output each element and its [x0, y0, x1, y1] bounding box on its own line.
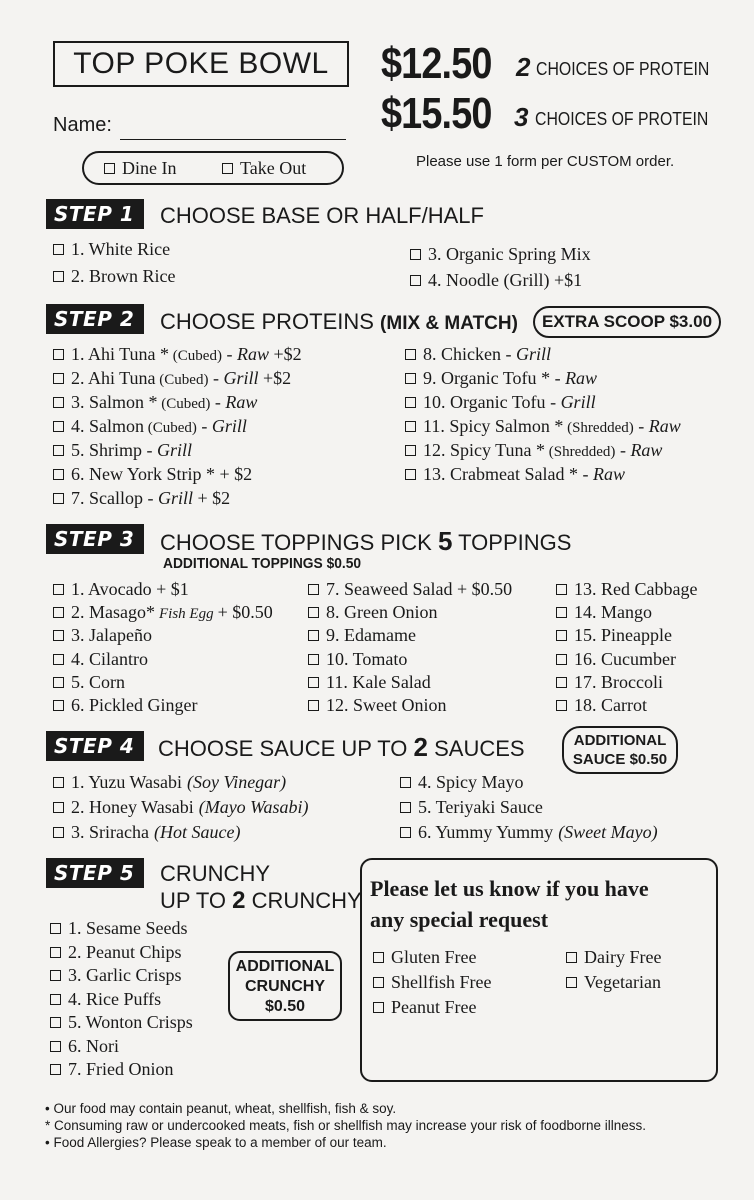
protein-option[interactable]: [53, 463, 252, 488]
protein-preparation: Raw: [630, 440, 663, 460]
protein-name: 13. Crabmeat Salad: [423, 464, 565, 484]
step-3-subheading: ADDITIONAL TOPPINGS $0.50: [163, 555, 362, 572]
topping-option[interactable]: [556, 624, 672, 647]
topping-option[interactable]: [308, 694, 447, 717]
step-3-heading-text: CHOOSE TOPPINGS PICK: [160, 530, 432, 555]
topping-label: 10. Tomato: [326, 648, 408, 669]
protein-preparation: Raw: [225, 392, 258, 412]
protein-name: 11. Spicy Salmon: [423, 416, 550, 436]
checkbox-icon[interactable]: [50, 970, 61, 981]
protein-raw-mark: *: [144, 392, 158, 412]
topping-label: 6. Pickled Ginger: [71, 695, 198, 715]
sauce-name: 3. Sriracha: [71, 822, 149, 842]
protein-separator: -: [208, 368, 224, 388]
topping-label: 17. Broccoli: [574, 671, 663, 692]
name-field[interactable]: [120, 139, 346, 140]
dietary-option-label: Vegetarian: [584, 972, 661, 992]
price-two-proteins: $12.50: [381, 39, 492, 88]
crunchy-label: 6. Nori: [68, 1035, 119, 1056]
crunchy-option[interactable]: [50, 988, 161, 1011]
sauce-detail: (Soy Vinegar): [187, 772, 287, 792]
order-type-box: [82, 151, 344, 185]
checkbox-icon[interactable]: [556, 677, 567, 688]
checkbox-icon[interactable]: [53, 654, 64, 665]
sauce-name: 5. Teriyaki Sauce: [418, 797, 543, 817]
sauce-option[interactable]: [53, 796, 309, 819]
checkbox-icon[interactable]: [53, 677, 64, 688]
take-out-option[interactable]: [222, 158, 306, 179]
checkbox-icon[interactable]: [405, 373, 416, 384]
step-4-heading-count: 2: [413, 732, 428, 762]
topping-label: 11. Kale Salad: [326, 671, 431, 692]
checkbox-icon[interactable]: [222, 163, 233, 174]
checkbox-icon[interactable]: [556, 700, 567, 711]
step-5-sub-text: UP TO: [160, 888, 227, 913]
base-option[interactable]: [53, 238, 170, 261]
footer-note: • Food Allergies? Please speak to a member of our team.: [45, 1135, 387, 1150]
checkbox-icon[interactable]: [308, 630, 319, 641]
protein-name: 7. Scallop: [71, 488, 143, 508]
protein-separator: -: [210, 392, 226, 412]
protein-raw-mark: *: [201, 464, 216, 484]
additional-crunchy-line3: $0.50: [264, 998, 306, 1015]
protein-preparation: Raw: [565, 368, 598, 388]
footer-note: * Consuming raw or undercooked meats, fish or shellfish may increase your risk of foodborne illness.: [45, 1118, 647, 1133]
protein-detail: (Cubed): [169, 348, 222, 364]
topping-label: 9. Edamame: [326, 625, 416, 646]
special-request-title: [370, 873, 649, 935]
sauce-option[interactable]: [400, 796, 548, 819]
additional-crunchy-line1: ADDITIONAL: [235, 958, 335, 975]
topping-label: 1. Avocado + $1: [71, 579, 189, 599]
topping-option[interactable]: [308, 671, 431, 694]
dietary-option-label: Gluten Free: [391, 947, 477, 967]
crunchy-option[interactable]: [50, 1035, 119, 1058]
checkbox-icon[interactable]: [50, 1064, 61, 1075]
topping-price: + $0.50: [217, 602, 273, 623]
checkbox-icon[interactable]: [410, 275, 421, 286]
checkbox-icon[interactable]: [53, 373, 64, 384]
step-4-heading-text: CHOOSE SAUCE UP TO: [158, 736, 408, 761]
protein-preparation: Raw: [236, 344, 269, 364]
protein-name: 9. Organic Tofu: [423, 368, 537, 388]
protein-name: 5. Shrimp: [71, 440, 143, 460]
additional-sauce-badge: [562, 726, 678, 774]
additional-crunchy-line2: CRUNCHY: [245, 978, 325, 995]
base-option-label: 2. Brown Rice: [71, 266, 176, 286]
topping-option[interactable]: [556, 671, 663, 694]
protein-option[interactable]: [405, 343, 551, 368]
topping-label: 14. Mango: [574, 602, 652, 623]
checkbox-icon[interactable]: [410, 249, 421, 260]
protein-option[interactable]: [405, 367, 597, 392]
checkbox-icon[interactable]: [53, 397, 64, 408]
dietary-option[interactable]: [373, 946, 476, 969]
crunchy-label: 7. Fried Onion: [68, 1059, 174, 1079]
checkbox-icon[interactable]: [308, 700, 319, 711]
checkbox-icon[interactable]: [373, 977, 384, 988]
additional-crunchy-badge: [228, 951, 342, 1021]
protein-name: 12. Spicy Tuna: [423, 440, 532, 460]
dietary-option-label: Peanut Free: [391, 997, 477, 1017]
protein-separator: -: [501, 344, 516, 364]
step-5-sub-tail: CRUNCHY: [251, 888, 362, 913]
topping-label: 18. Carrot: [574, 695, 647, 715]
step-3-heading: [160, 528, 571, 556]
topping-label: 16. Cucumber: [574, 648, 676, 669]
price-two-count: 2: [516, 52, 531, 82]
checkbox-icon[interactable]: [53, 349, 64, 360]
protein-detail: (Cubed): [155, 372, 209, 388]
step-5-badge: STEP 5: [46, 858, 144, 888]
checkbox-icon[interactable]: [556, 654, 567, 665]
protein-detail: (Cubed): [144, 420, 197, 436]
protein-option[interactable]: [53, 367, 291, 392]
protein-preparation: Grill: [560, 392, 596, 412]
crunchy-option[interactable]: [50, 1058, 174, 1081]
topping-label: 13. Red Cabbage: [574, 579, 698, 599]
topping-option[interactable]: [556, 578, 697, 601]
checkbox-icon[interactable]: [104, 163, 115, 174]
protein-option[interactable]: [53, 391, 257, 416]
protein-raw-mark: *: [531, 440, 546, 460]
protein-separator: -: [221, 344, 237, 364]
protein-raw-mark: *: [549, 416, 564, 436]
protein-raw-mark: *: [155, 344, 170, 364]
special-title-line1: Please let us know if you have: [370, 876, 649, 901]
price-three-proteins: $15.50: [381, 89, 492, 138]
step-5-heading: CRUNCHY: [160, 861, 270, 886]
step-1-heading: CHOOSE BASE OR HALF/HALF: [160, 203, 484, 228]
checkbox-icon[interactable]: [53, 493, 64, 504]
protein-option[interactable]: [53, 415, 247, 440]
step-1-badge: STEP 1: [46, 199, 144, 229]
dietary-option[interactable]: [566, 971, 661, 994]
protein-detail: (Shredded): [545, 444, 616, 460]
protein-price: + $2: [215, 464, 253, 484]
topping-option[interactable]: [308, 601, 437, 624]
protein-separator: -: [545, 392, 561, 412]
checkbox-icon[interactable]: [53, 469, 64, 480]
step-5-subheading: [160, 888, 362, 914]
checkbox-icon[interactable]: [308, 677, 319, 688]
take-out-label: Take Out: [240, 158, 307, 178]
protein-name: 3. Salmon: [71, 392, 145, 412]
sauce-option[interactable]: [400, 821, 658, 844]
protein-preparation: Grill: [211, 416, 247, 436]
protein-separator: -: [142, 440, 158, 460]
topping-option[interactable]: [556, 648, 676, 671]
sauce-option[interactable]: [53, 821, 240, 844]
protein-preparation: Grill: [157, 440, 193, 460]
sauce-name: 4. Spicy Mayo: [418, 772, 524, 792]
additional-sauce-line2: SAUCE $0.50: [572, 751, 668, 768]
crunchy-label: 1. Sesame Seeds: [68, 918, 188, 938]
checkbox-icon[interactable]: [556, 607, 567, 618]
base-option-label: 1. White Rice: [71, 239, 171, 259]
topping-label: 15. Pineapple: [574, 625, 672, 646]
special-title-line2: any special request: [370, 907, 549, 932]
protein-option[interactable]: [405, 439, 662, 464]
protein-separator: -: [196, 416, 212, 436]
checkbox-icon[interactable]: [308, 607, 319, 618]
checkbox-icon[interactable]: [556, 584, 567, 595]
topping-option[interactable]: [556, 694, 647, 717]
crunchy-label: 2. Peanut Chips: [68, 941, 182, 962]
protein-preparation: Raw: [592, 464, 625, 484]
protein-detail: (Shredded): [563, 420, 634, 436]
price-two-label: CHOICES OF PROTEIN: [536, 59, 710, 79]
protein-name: 4. Salmon: [71, 416, 145, 436]
checkbox-icon[interactable]: [53, 827, 64, 838]
topping-option[interactable]: [53, 578, 189, 601]
protein-preparation: Grill: [223, 368, 259, 388]
step-4-heading-tail: SAUCES: [434, 736, 525, 761]
topping-label: 12. Sweet Onion: [326, 695, 447, 715]
checkbox-icon[interactable]: [53, 584, 64, 595]
step-3-badge: STEP 3: [46, 524, 144, 554]
price-three-count: 3: [514, 102, 529, 132]
topping-label: 3. Jalapeño: [71, 625, 152, 646]
base-option-label: 4. Noodle (Grill) +$1: [428, 270, 583, 290]
protein-name: 1. Ahi Tuna: [71, 344, 156, 364]
crunchy-option[interactable]: [50, 917, 187, 940]
topping-option[interactable]: [308, 578, 512, 601]
sauce-name: 2. Honey Wasabi: [71, 797, 194, 817]
topping-label: 2. Masago*: [71, 602, 155, 623]
sauce-option[interactable]: [400, 771, 529, 794]
topping-option[interactable]: [53, 671, 125, 694]
topping-option[interactable]: [53, 624, 152, 647]
sauce-name: 6. Yummy Yummy: [418, 822, 554, 842]
checkbox-icon[interactable]: [400, 802, 411, 813]
extra-scoop-badge: EXTRA SCOOP $3.00: [533, 306, 721, 338]
dietary-option-label: Dairy Free: [584, 947, 662, 967]
base-option[interactable]: [410, 269, 582, 292]
step-3-heading-tail: TOPPINGS: [458, 530, 572, 555]
footer-note: • Our food may contain peanut, wheat, shellfish, fish & soy.: [45, 1101, 397, 1116]
checkbox-icon[interactable]: [308, 654, 319, 665]
topping-label: 8. Green Onion: [326, 602, 438, 623]
checkbox-icon[interactable]: [566, 977, 577, 988]
checkbox-icon[interactable]: [400, 827, 411, 838]
checkbox-icon[interactable]: [53, 445, 64, 456]
checkbox-icon[interactable]: [50, 923, 61, 934]
protein-separator: -: [577, 464, 593, 484]
protein-detail: (Cubed): [157, 396, 211, 412]
dietary-option[interactable]: [373, 971, 492, 994]
base-option[interactable]: [410, 243, 591, 266]
additional-sauce-line1: ADDITIONAL: [573, 732, 667, 749]
crunchy-option[interactable]: [50, 1011, 193, 1034]
topping-option[interactable]: [53, 601, 273, 626]
protein-option[interactable]: [405, 391, 596, 416]
checkbox-icon[interactable]: [405, 469, 416, 480]
checkbox-icon[interactable]: [53, 777, 64, 788]
protein-preparation: Grill: [516, 344, 552, 364]
checkbox-icon[interactable]: [50, 947, 61, 958]
topping-label: 4. Cilantro: [71, 648, 148, 669]
protein-raw-mark: *: [564, 464, 578, 484]
checkbox-icon[interactable]: [373, 1002, 384, 1013]
dine-in-option[interactable]: [104, 158, 176, 179]
checkbox-icon[interactable]: [50, 1017, 61, 1028]
topping-detail: Fish Egg: [159, 606, 214, 623]
checkbox-icon[interactable]: [405, 421, 416, 432]
name-label: Name:: [53, 114, 112, 136]
protein-price: + $2: [193, 488, 231, 508]
checkbox-icon[interactable]: [50, 994, 61, 1005]
dine-in-label: Dine In: [122, 158, 177, 178]
checkbox-icon[interactable]: [53, 607, 64, 618]
crunchy-option[interactable]: [50, 941, 182, 964]
dietary-option[interactable]: [566, 946, 661, 969]
protein-preparation: Raw: [648, 416, 681, 436]
checkbox-icon[interactable]: [566, 952, 577, 963]
step-5-sub-count: 2: [232, 887, 246, 914]
protein-name: 10. Organic Tofu: [423, 392, 546, 412]
protein-name: 2. Ahi Tuna: [71, 368, 156, 388]
crunchy-option[interactable]: [50, 964, 181, 987]
protein-separator: -: [615, 440, 631, 460]
protein-raw-mark: *: [536, 368, 551, 388]
step-2-heading-text: CHOOSE PROTEINS: [160, 309, 374, 334]
sauce-detail: (Mayo Wasabi): [198, 797, 309, 817]
crunchy-label: 5. Wonton Crisps: [68, 1012, 193, 1032]
checkbox-icon[interactable]: [53, 244, 64, 255]
form-note: Please use 1 form per CUSTOM order.: [416, 153, 675, 170]
step-4-heading: [158, 734, 525, 762]
dietary-option[interactable]: [373, 996, 476, 1019]
protein-option[interactable]: [53, 439, 192, 464]
step-2-heading-bold: (MIX & MATCH): [380, 313, 518, 334]
special-request-box: [360, 858, 718, 1082]
checkbox-icon[interactable]: [400, 777, 411, 788]
topping-option[interactable]: [308, 624, 416, 647]
sauce-detail: (Sweet Mayo): [558, 822, 658, 842]
checkbox-icon[interactable]: [53, 700, 64, 711]
topping-label: 5. Corn: [71, 671, 125, 692]
checkbox-icon[interactable]: [556, 630, 567, 641]
protein-name: 6. New York Strip: [71, 464, 202, 484]
dietary-option-label: Shellfish Free: [391, 972, 492, 992]
crunchy-label: 3. Garlic Crisps: [68, 965, 182, 985]
sauce-option[interactable]: [53, 771, 286, 794]
topping-option[interactable]: [53, 694, 197, 717]
protein-option[interactable]: [53, 343, 302, 368]
protein-separator: -: [143, 488, 158, 508]
step-3-heading-count: 5: [437, 526, 453, 556]
protein-separator: -: [633, 416, 649, 436]
checkbox-icon[interactable]: [405, 349, 416, 360]
topping-label: 7. Seaweed Salad + $0.50: [326, 579, 513, 599]
protein-separator: -: [550, 368, 566, 388]
checkbox-icon[interactable]: [50, 1041, 61, 1052]
checkbox-icon[interactable]: [373, 952, 384, 963]
sauce-name: 1. Yuzu Wasabi: [71, 772, 183, 792]
protein-price: +$2: [258, 368, 292, 388]
checkbox-icon[interactable]: [53, 630, 64, 641]
protein-option[interactable]: [405, 463, 625, 488]
step-2-badge: STEP 2: [46, 304, 144, 334]
topping-option[interactable]: [308, 648, 407, 671]
topping-option[interactable]: [53, 648, 148, 671]
checkbox-icon[interactable]: [405, 445, 416, 456]
crunchy-label: 4. Rice Puffs: [68, 988, 162, 1009]
topping-option[interactable]: [556, 601, 652, 624]
checkbox-icon[interactable]: [53, 802, 64, 813]
step-2-heading: [160, 309, 518, 337]
step-4-badge: STEP 4: [46, 731, 144, 761]
base-option-label: 3. Organic Spring Mix: [428, 244, 591, 264]
protein-price: +$2: [268, 344, 302, 364]
sauce-detail: (Hot Sauce): [153, 822, 241, 842]
checkbox-icon[interactable]: [405, 397, 416, 408]
protein-name: 8. Chicken: [423, 344, 501, 364]
checkbox-icon[interactable]: [308, 584, 319, 595]
protein-option[interactable]: [405, 415, 681, 440]
base-option[interactable]: [53, 265, 175, 288]
protein-option[interactable]: [53, 487, 230, 512]
price-three-label: CHOICES OF PROTEIN: [535, 109, 709, 129]
checkbox-icon[interactable]: [53, 271, 64, 282]
checkbox-icon[interactable]: [53, 421, 64, 432]
page-title: TOP POKE BOWL: [53, 41, 349, 87]
protein-preparation: Grill: [158, 488, 194, 508]
